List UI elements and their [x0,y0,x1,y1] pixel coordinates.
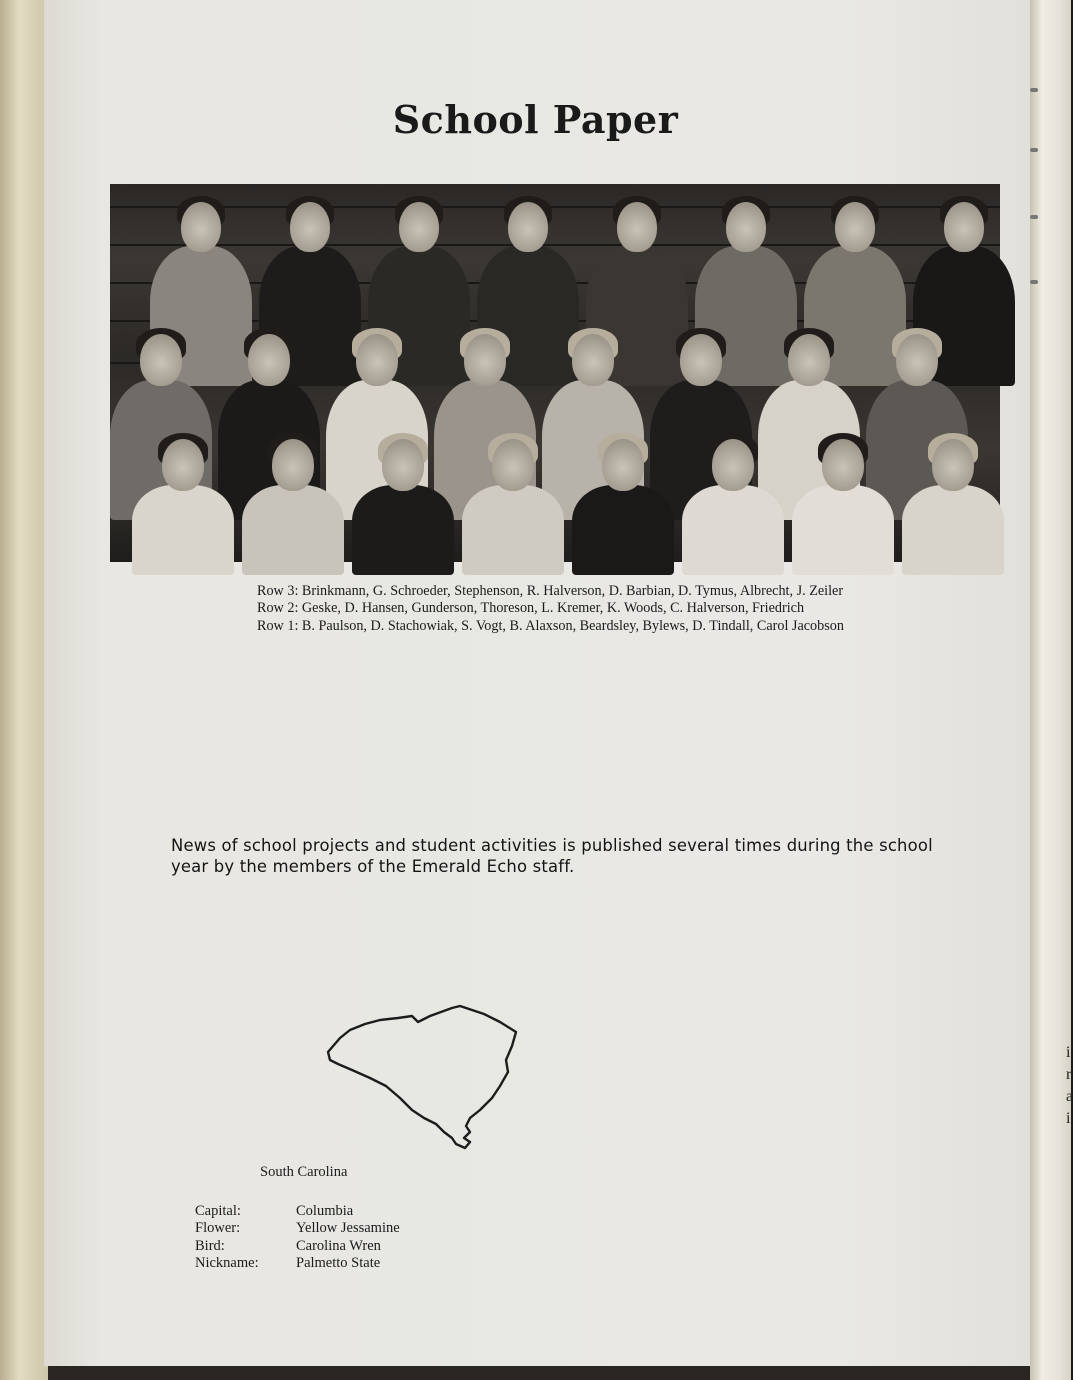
body-paragraph: News of school projects and student activities is published several times during the school year by the members of the Emerald Echo staff. [171,836,933,876]
south-carolina-outline [320,1000,520,1155]
group-photo [110,184,1000,562]
student-body [682,485,784,575]
state-name: South Carolina [260,1164,348,1180]
fact-label: Flower: [195,1220,241,1237]
student-face [896,334,938,386]
fact-row [195,1238,400,1255]
fact-value: Palmetto State [296,1255,381,1272]
spine-letter: i [1066,1044,1071,1061]
student-face [492,439,534,491]
student-face [944,202,984,252]
page-edge [0,0,48,1380]
student-face [932,439,974,491]
fact-value: Yellow Jessamine [296,1220,400,1237]
student-face [617,202,657,252]
student-face [726,202,766,252]
photo-caption [257,583,867,635]
student-body [462,485,564,575]
fact-row [195,1220,400,1237]
student-face [788,334,830,386]
student-face [356,334,398,386]
page-title: School Paper [392,97,679,143]
student-face [181,202,221,252]
student-face [162,439,204,491]
student-body [902,485,1004,575]
fact-value: Carolina Wren [296,1237,381,1254]
student-face [680,334,722,386]
student-face [464,334,506,386]
next-page-edge [1030,0,1071,1380]
student-body [792,485,894,575]
student-body [572,485,674,575]
student-face [602,439,644,491]
spine-letter: r [1066,1066,1072,1083]
student-face [248,334,290,386]
caption-row-2: Row 2: Geske, D. Hansen, Gunderson, Thoreson, L. Kremer, K. Woods, C. Halverson, Friedrich [257,600,805,617]
student-face [822,439,864,491]
student-face [382,439,424,491]
student-face [508,202,548,252]
binding-stitch [1030,148,1038,152]
state-facts [195,1203,400,1273]
fact-row [195,1255,400,1272]
student-face [399,202,439,252]
fact-label: Nickname: [195,1255,259,1272]
student-body [352,485,454,575]
spine-letter: i [1066,1110,1071,1127]
student-face [835,202,875,252]
student-body [132,485,234,575]
fact-row [195,1203,400,1220]
caption-row-3: Row 3: Brinkmann, G. Schroeder, Stephenson, R. Halverson, D. Barbian, D. Tymus, Albrecht, J. Zeiler [257,583,844,599]
binding-stitch [1030,88,1038,92]
student-face [712,439,754,491]
caption-row-1: Row 1: B. Paulson, D. Stachowiak, S. Vogt, B. Alaxson, Beardsley, Bylews, D. Tindall, Carol Jacobson [257,617,844,634]
student-face [140,334,182,386]
fact-label: Bird: [195,1237,225,1254]
fact-value: Columbia [296,1203,354,1219]
spine-letter: a [1066,1088,1073,1105]
student-face [272,439,314,491]
binding-stitch [1030,215,1038,219]
student-body [242,485,344,575]
student-face [290,202,330,252]
fact-label: Capital: [195,1203,241,1219]
binding-stitch [1030,280,1038,284]
student-face [572,334,614,386]
